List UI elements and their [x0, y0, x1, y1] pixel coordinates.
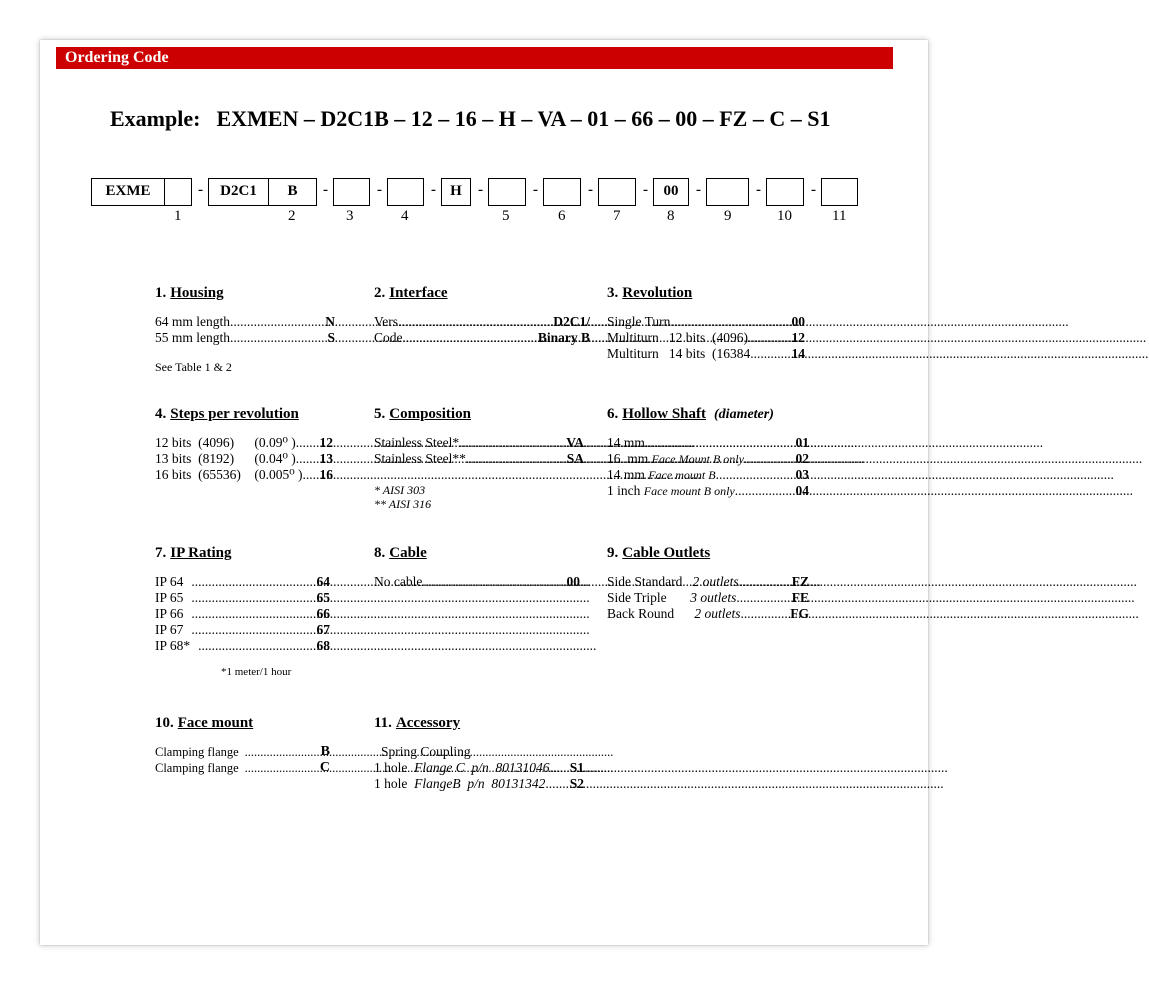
section-face-mount	[155, 715, 330, 776]
list-item: 12 bits (4096) (0.09⁰ ) ..... 12	[155, 435, 333, 451]
code-box-9	[706, 178, 749, 206]
section-title: 8. Cable	[374, 545, 427, 561]
section-title: 4. Steps per revolution	[155, 406, 299, 422]
position-number: 8	[667, 208, 675, 224]
position-number: 6	[558, 208, 566, 224]
section-banner: Ordering Code	[56, 47, 893, 69]
list-item: IP 67 ..... 67	[155, 622, 330, 638]
section-revolution	[607, 285, 805, 362]
section-title: 2. Interface	[374, 285, 448, 301]
code-dash: -	[478, 182, 483, 198]
section-title: 6. Hollow Shaft (diameter)	[607, 406, 774, 422]
section-title: 5. Composition	[374, 406, 471, 422]
code-dash: -	[431, 182, 436, 198]
code-box-5	[488, 178, 526, 206]
list-item: Back Round 2 outlets ..... FG	[607, 606, 809, 622]
section-cable	[374, 545, 580, 590]
example-code: EXMEN – D2C1B – 12 – 16 – H – VA – 01 – 66 – 00 – FZ – C – S1	[216, 106, 831, 131]
position-number: 5	[502, 208, 510, 224]
position-number: 11	[832, 208, 847, 224]
code-box-1a: EXME	[91, 178, 165, 206]
section-title: 1. Housing	[155, 285, 224, 301]
list-item: Multiturn 14 bits (16384 ..... 14	[607, 346, 805, 362]
section-ip-rating	[155, 545, 330, 678]
list-item: Clamping flange ..... B	[155, 744, 330, 760]
example-label: Example:	[110, 106, 201, 131]
section-note: See Table 1 & 2	[155, 360, 232, 374]
list-item: IP 68* ..... 68	[155, 638, 330, 654]
list-item: Clamping flange ..... C	[155, 760, 330, 776]
code-box-8: 00	[653, 178, 689, 206]
section-steps	[155, 406, 333, 483]
list-item: 55 mm length ..... S	[155, 330, 335, 346]
code-dash: -	[377, 182, 382, 198]
list-item: IP 66 ..... 66	[155, 606, 330, 622]
section-accessory	[374, 715, 584, 792]
code-box-4	[387, 178, 424, 206]
section-hollow-shaft	[607, 406, 809, 499]
list-item: Code ..... Binary B	[374, 330, 590, 346]
list-item: No cable ..... 00	[374, 574, 580, 590]
list-item: Side Standard 2 outlets ..... FZ	[607, 574, 809, 590]
list-item: 1 hole FlangeB p/n 80131342 ..... S2	[374, 776, 584, 792]
list-item: 14 mm Face mount B ..... 03	[607, 467, 809, 483]
section-housing	[155, 285, 335, 375]
position-number: 1	[174, 208, 182, 224]
list-item: IP 64 ..... 64	[155, 574, 330, 590]
list-item: Single Turn ..... 00	[607, 314, 805, 330]
section-title: 9. Cable Outlets	[607, 545, 711, 561]
list-item: Stainless Steel* ..... VA	[374, 435, 584, 451]
code-box-3	[333, 178, 370, 206]
code-box-10	[766, 178, 804, 206]
code-box-11	[821, 178, 858, 206]
section-title: 11. Accessory	[374, 715, 461, 731]
code-box-2a: D2C1	[208, 178, 269, 206]
position-number: 7	[613, 208, 621, 224]
code-dash: -	[323, 182, 328, 198]
position-number: 9	[724, 208, 732, 224]
accessory-header: Spring Coupling	[381, 744, 471, 759]
list-item: 13 bits (8192) (0.04⁰ ) ..... 13	[155, 451, 333, 467]
example-line	[110, 106, 830, 132]
code-box-6	[543, 178, 581, 206]
list-item: 1 hole Flange C p/n 80131046 ..... S1	[374, 760, 584, 776]
section-title: 10. Face mount	[155, 715, 254, 731]
code-dash: -	[588, 182, 593, 198]
list-item: 1 inch Face mount B only ..... 04	[607, 483, 809, 499]
list-item: Vers. ..... D2C1/	[374, 314, 590, 330]
code-dash: -	[643, 182, 648, 198]
position-number: 2	[288, 208, 296, 224]
code-dash: -	[533, 182, 538, 198]
code-dash: -	[198, 182, 203, 198]
section-note: * AISI 303 ** AISI 316	[374, 483, 432, 511]
document-page	[40, 40, 928, 945]
list-item: 16 bits (65536) (0.005⁰ ) ..... 16	[155, 467, 333, 483]
section-title: 7. IP Rating	[155, 545, 232, 561]
list-item: 14 mm ..... 01	[607, 435, 809, 451]
list-item: IP 65 ..... 65	[155, 590, 330, 606]
list-item: Stainless Steel** ..... SA	[374, 451, 584, 467]
section-note: *1 meter/1 hour	[221, 666, 292, 678]
code-dash: -	[756, 182, 761, 198]
position-number: 10	[777, 208, 792, 224]
code-box-h: H	[441, 178, 471, 206]
code-box-7	[598, 178, 636, 206]
position-number: 4	[401, 208, 409, 224]
position-number: 3	[346, 208, 354, 224]
list-item: 64 mm length ..... N	[155, 314, 335, 330]
code-dash: -	[811, 182, 816, 198]
section-cable-outlets	[607, 545, 809, 622]
code-box-2b: B	[268, 178, 317, 206]
section-title: 3. Revolution	[607, 285, 693, 301]
list-item: Multiturn 12 bits (4096) ..... 12	[607, 330, 805, 346]
section-interface	[374, 285, 590, 346]
list-item: Side Triple 3 outlets ..... FE	[607, 590, 809, 606]
code-dash: -	[696, 182, 701, 198]
code-box-1b	[164, 178, 192, 206]
list-item: 16 mm Face Mount B only ..... 02	[607, 451, 809, 467]
section-composition	[374, 406, 584, 511]
